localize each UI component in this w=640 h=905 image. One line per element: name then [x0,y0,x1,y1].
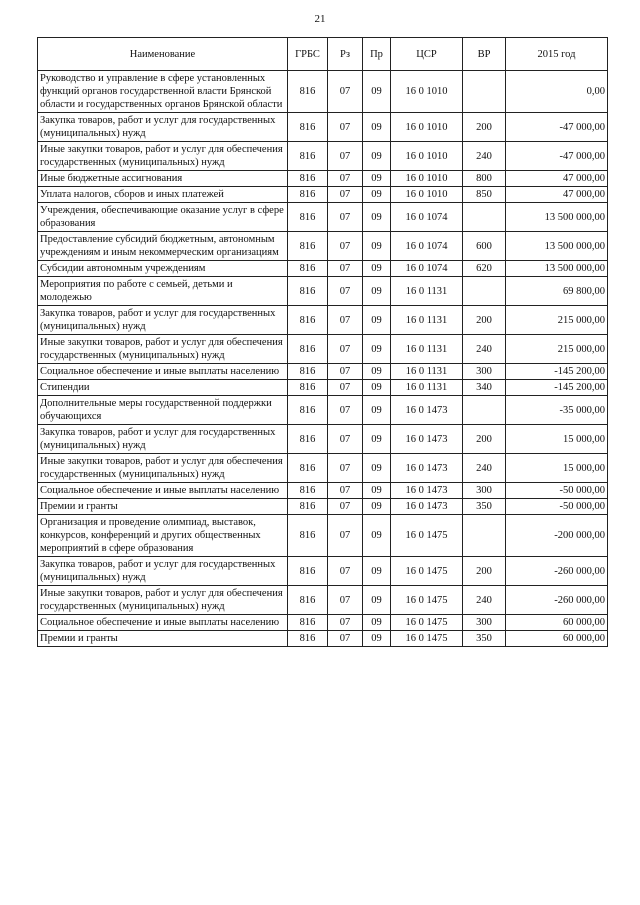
cell-vr [463,396,506,425]
cell-name: Предоставление субсидий бюджетным, автономным учреждениям и иным некоммерческим организациям [38,232,288,261]
cell-name: Иные закупки товаров, работ и услуг для обеспечения государственных (муниципальных) нужд [38,586,288,615]
cell-grbs: 816 [288,203,328,232]
cell-csr: 16 0 1475 [391,515,463,557]
cell-name: Стипендии [38,380,288,396]
cell-vr [463,277,506,306]
cell-rz: 07 [328,499,363,515]
table-row [38,171,608,187]
cell-pr: 09 [363,335,391,364]
cell-pr: 09 [363,499,391,515]
cell-amount: 13 500 000,00 [506,232,608,261]
cell-grbs: 816 [288,232,328,261]
cell-pr: 09 [363,171,391,187]
cell-amount: 15 000,00 [506,454,608,483]
cell-amount: -47 000,00 [506,142,608,171]
table-row [38,71,608,113]
cell-vr [463,203,506,232]
cell-csr: 16 0 1131 [391,380,463,396]
cell-name: Социальное обеспечение и иные выплаты населению [38,483,288,499]
cell-csr: 16 0 1473 [391,499,463,515]
cell-amount: -145 200,00 [506,364,608,380]
cell-grbs: 816 [288,631,328,647]
cell-grbs: 816 [288,615,328,631]
cell-rz: 07 [328,306,363,335]
header-pr: Пр [363,38,391,71]
cell-pr: 09 [363,586,391,615]
cell-grbs: 816 [288,396,328,425]
table-row [38,425,608,454]
header-name: Наименование [38,38,288,71]
cell-csr: 16 0 1131 [391,335,463,364]
cell-name: Уплата налогов, сборов и иных платежей [38,187,288,203]
table-row [38,557,608,586]
header-amount: 2015 год [506,38,608,71]
table-row [38,499,608,515]
table-row [38,631,608,647]
cell-amount: 47 000,00 [506,171,608,187]
cell-name: Премии и гранты [38,631,288,647]
table-row [38,483,608,499]
cell-rz: 07 [328,483,363,499]
cell-name: Иные закупки товаров, работ и услуг для обеспечения государственных (муниципальных) нужд [38,335,288,364]
cell-csr: 16 0 1010 [391,142,463,171]
table-row [38,113,608,142]
cell-name: Иные закупки товаров, работ и услуг для обеспечения государственных (муниципальных) нужд [38,142,288,171]
header-rz: Рз [328,38,363,71]
cell-csr: 16 0 1473 [391,483,463,499]
header-csr: ЦСР [391,38,463,71]
cell-vr [463,71,506,113]
cell-amount: 15 000,00 [506,425,608,454]
cell-pr: 09 [363,142,391,171]
cell-grbs: 816 [288,557,328,586]
cell-name: Руководство и управление в сфере установленных функций органов государственной власти Брянской области и государственных органов Брянской области [38,71,288,113]
cell-grbs: 816 [288,171,328,187]
cell-pr: 09 [363,557,391,586]
cell-grbs: 816 [288,335,328,364]
cell-grbs: 816 [288,380,328,396]
cell-rz: 07 [328,364,363,380]
cell-rz: 07 [328,203,363,232]
cell-csr: 16 0 1475 [391,631,463,647]
cell-grbs: 816 [288,306,328,335]
cell-pr: 09 [363,364,391,380]
header-vr: ВР [463,38,506,71]
table-row [38,335,608,364]
page-number: 21 [314,13,326,25]
table-row [38,380,608,396]
cell-csr: 16 0 1074 [391,261,463,277]
cell-grbs: 816 [288,483,328,499]
cell-amount: -50 000,00 [506,483,608,499]
table-row [38,203,608,232]
cell-grbs: 816 [288,425,328,454]
cell-amount: -35 000,00 [506,396,608,425]
table-row [38,515,608,557]
cell-rz: 07 [328,232,363,261]
cell-amount: 60 000,00 [506,631,608,647]
cell-rz: 07 [328,71,363,113]
cell-grbs: 816 [288,261,328,277]
cell-rz: 07 [328,113,363,142]
cell-grbs: 816 [288,499,328,515]
cell-rz: 07 [328,261,363,277]
cell-vr: 300 [463,483,506,499]
cell-csr: 16 0 1131 [391,364,463,380]
header-grbs: ГРБС [288,38,328,71]
cell-amount: -260 000,00 [506,586,608,615]
cell-name: Социальное обеспечение и иные выплаты населению [38,364,288,380]
cell-amount: 47 000,00 [506,187,608,203]
cell-name: Субсидии автономным учреждениям [38,261,288,277]
cell-amount: 215 000,00 [506,335,608,364]
cell-pr: 09 [363,306,391,335]
table-row [38,142,608,171]
cell-vr: 620 [463,261,506,277]
cell-amount: 13 500 000,00 [506,261,608,277]
cell-vr: 850 [463,187,506,203]
cell-pr: 09 [363,261,391,277]
cell-name: Социальное обеспечение и иные выплаты населению [38,615,288,631]
table-row [38,232,608,261]
cell-grbs: 816 [288,71,328,113]
cell-csr: 16 0 1131 [391,277,463,306]
cell-vr: 800 [463,171,506,187]
cell-name: Мероприятия по работе с семьей, детьми и молодежью [38,277,288,306]
cell-vr: 200 [463,306,506,335]
budget-table [37,37,608,647]
cell-rz: 07 [328,335,363,364]
cell-name: Премии и гранты [38,499,288,515]
cell-pr: 09 [363,113,391,142]
cell-pr: 09 [363,380,391,396]
cell-amount: 13 500 000,00 [506,203,608,232]
cell-amount: 69 800,00 [506,277,608,306]
cell-amount: 60 000,00 [506,615,608,631]
cell-pr: 09 [363,483,391,499]
cell-rz: 07 [328,615,363,631]
cell-amount: 215 000,00 [506,306,608,335]
cell-amount: -47 000,00 [506,113,608,142]
cell-grbs: 816 [288,187,328,203]
cell-pr: 09 [363,454,391,483]
cell-grbs: 816 [288,142,328,171]
cell-grbs: 816 [288,586,328,615]
table-row [38,306,608,335]
cell-vr: 350 [463,631,506,647]
cell-pr: 09 [363,515,391,557]
cell-pr: 09 [363,203,391,232]
cell-vr: 240 [463,142,506,171]
cell-name: Иные закупки товаров, работ и услуг для обеспечения государственных (муниципальных) нужд [38,454,288,483]
table-row [38,586,608,615]
cell-grbs: 816 [288,454,328,483]
cell-rz: 07 [328,586,363,615]
cell-amount: -50 000,00 [506,499,608,515]
cell-rz: 07 [328,515,363,557]
cell-rz: 07 [328,277,363,306]
cell-csr: 16 0 1475 [391,557,463,586]
cell-rz: 07 [328,396,363,425]
table-row [38,364,608,380]
cell-pr: 09 [363,631,391,647]
cell-name: Закупка товаров, работ и услуг для государственных (муниципальных) нужд [38,557,288,586]
cell-csr: 16 0 1074 [391,203,463,232]
cell-csr: 16 0 1473 [391,425,463,454]
cell-name: Закупка товаров, работ и услуг для государственных (муниципальных) нужд [38,113,288,142]
cell-csr: 16 0 1475 [391,615,463,631]
cell-vr: 240 [463,454,506,483]
cell-grbs: 816 [288,113,328,142]
cell-pr: 09 [363,71,391,113]
cell-grbs: 816 [288,277,328,306]
cell-vr: 240 [463,335,506,364]
cell-csr: 16 0 1010 [391,113,463,142]
cell-vr: 200 [463,425,506,454]
cell-vr: 600 [463,232,506,261]
table-row [38,277,608,306]
cell-rz: 07 [328,171,363,187]
cell-grbs: 816 [288,364,328,380]
cell-pr: 09 [363,396,391,425]
cell-name: Иные бюджетные ассигнования [38,171,288,187]
cell-name: Учреждения, обеспечивающие оказание услуг в сфере образования [38,203,288,232]
cell-vr: 200 [463,557,506,586]
table-row [38,615,608,631]
cell-csr: 16 0 1010 [391,187,463,203]
cell-csr: 16 0 1475 [391,586,463,615]
cell-vr [463,515,506,557]
table-row [38,454,608,483]
cell-csr: 16 0 1074 [391,232,463,261]
cell-name: Дополнительные меры государственной поддержки обучающихся [38,396,288,425]
cell-rz: 07 [328,142,363,171]
cell-amount: 0,00 [506,71,608,113]
cell-pr: 09 [363,187,391,203]
table-header [38,38,608,71]
cell-vr: 300 [463,615,506,631]
cell-amount: -200 000,00 [506,515,608,557]
cell-name: Закупка товаров, работ и услуг для государственных (муниципальных) нужд [38,306,288,335]
cell-csr: 16 0 1131 [391,306,463,335]
cell-pr: 09 [363,615,391,631]
table-row [38,396,608,425]
cell-vr: 200 [463,113,506,142]
cell-rz: 07 [328,454,363,483]
cell-name: Организация и проведение олимпиад, выставок, конкурсов, конференций и других общественных мероприятий в сфере образования [38,515,288,557]
cell-rz: 07 [328,187,363,203]
cell-vr: 240 [463,586,506,615]
cell-csr: 16 0 1010 [391,71,463,113]
cell-pr: 09 [363,277,391,306]
cell-rz: 07 [328,557,363,586]
cell-rz: 07 [328,380,363,396]
cell-name: Закупка товаров, работ и услуг для государственных (муниципальных) нужд [38,425,288,454]
cell-vr: 350 [463,499,506,515]
cell-grbs: 816 [288,515,328,557]
table-row [38,187,608,203]
table-body [38,71,608,647]
cell-pr: 09 [363,425,391,454]
cell-csr: 16 0 1010 [391,171,463,187]
cell-amount: -260 000,00 [506,557,608,586]
cell-pr: 09 [363,232,391,261]
table-row [38,261,608,277]
cell-amount: -145 200,00 [506,380,608,396]
cell-csr: 16 0 1473 [391,396,463,425]
cell-vr: 300 [463,364,506,380]
cell-csr: 16 0 1473 [391,454,463,483]
cell-rz: 07 [328,631,363,647]
cell-rz: 07 [328,425,363,454]
cell-vr: 340 [463,380,506,396]
